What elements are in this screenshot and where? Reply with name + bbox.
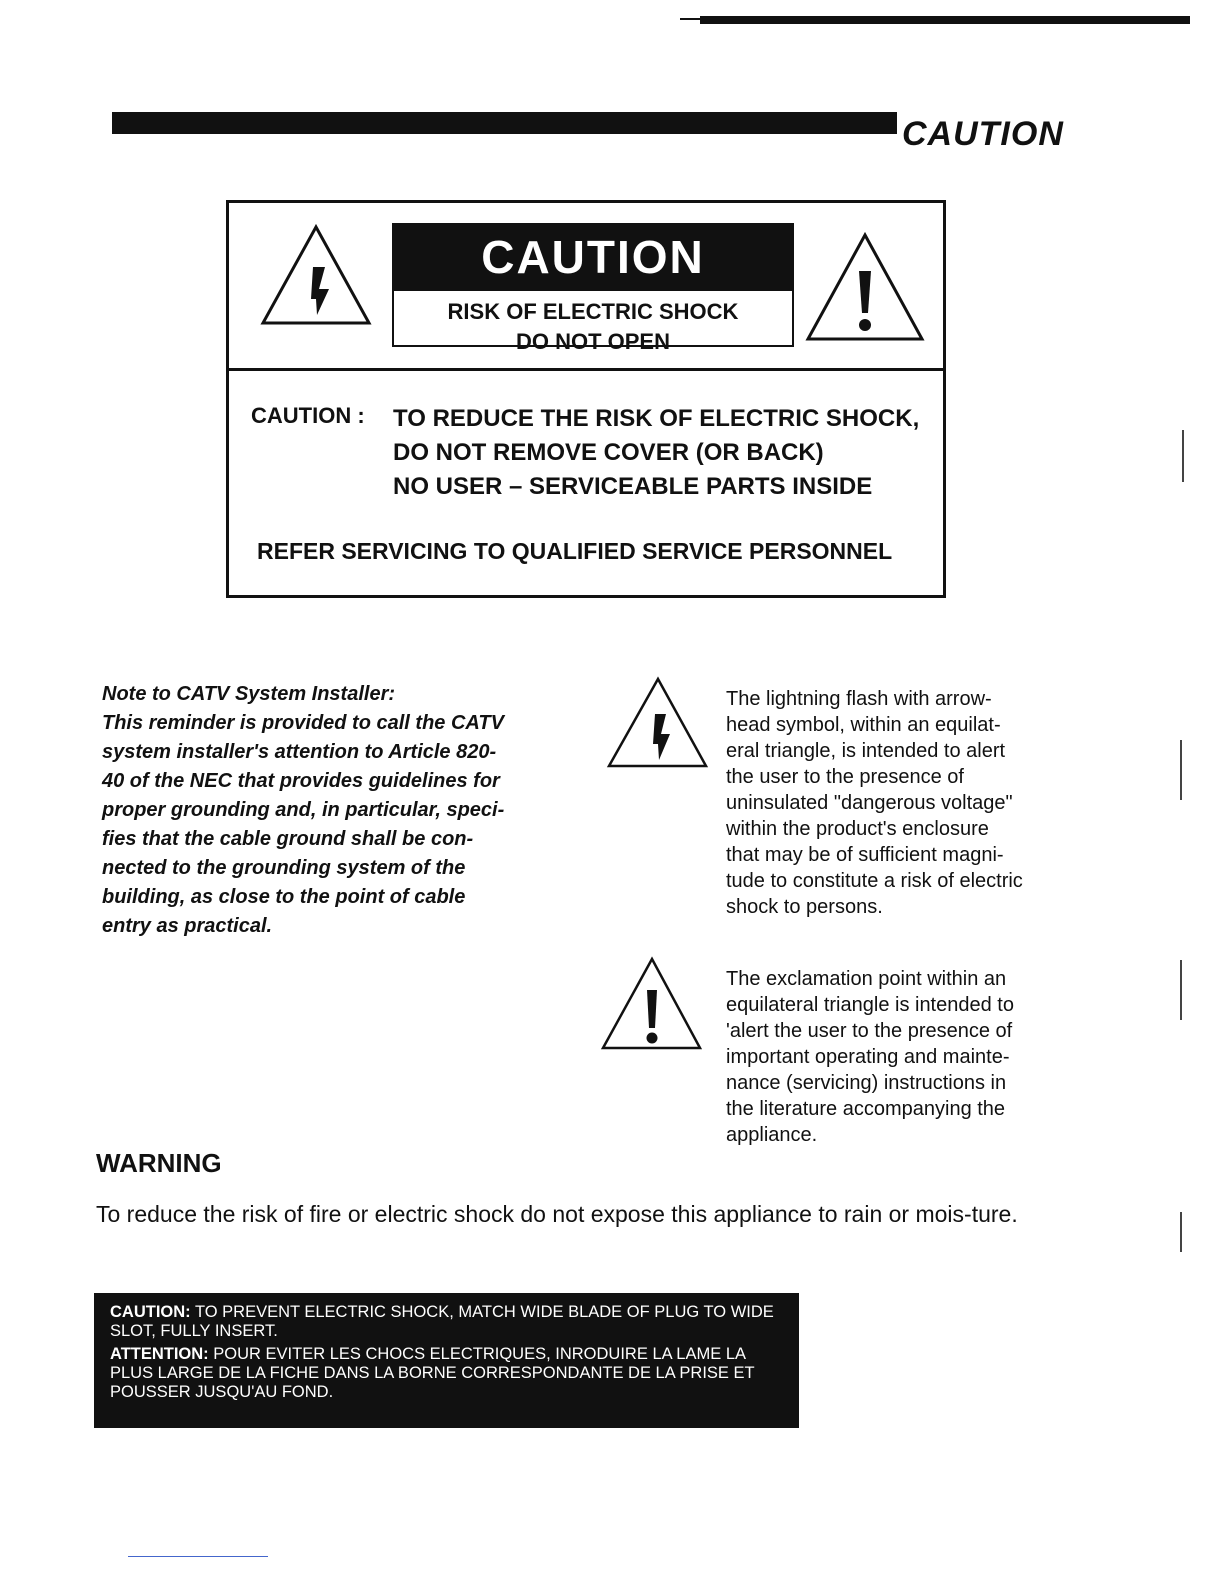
lightning-triangle-icon [606, 676, 710, 770]
plug-notice-fr-label: ATTENTION: [110, 1345, 209, 1363]
caution-label-line1: RISK OF ELECTRIC SHOCK [447, 299, 739, 324]
page-title: CAUTION [902, 115, 1064, 153]
desc-line: within the product's enclosure [726, 818, 989, 840]
desc-line: eral triangle, is intended to alert [726, 740, 1006, 762]
plug-notice-fr-text: POUR EVITER LES CHOCS ELECTRIQUES, INRODUIRE LA LAME LA PLUS LARGE DE LA FICHE DANS LA BORNE CORRESPONDANTE DE LA PRISE ET POUSSER JUSQU'AU FOND. [110, 1345, 755, 1401]
desc-line: nance (servicing) instructions in [726, 1072, 1007, 1094]
lightning-triangle-icon [259, 223, 373, 327]
header-bar [112, 112, 897, 134]
note-title: Note to CATV System Installer: [102, 683, 396, 705]
plug-notice-en-label: CAUTION: [110, 1303, 191, 1321]
lightning-description [726, 686, 1066, 920]
bottom-line [128, 1556, 268, 1557]
top-rule-thin [680, 18, 700, 20]
warning-heading: WARNING [96, 1148, 222, 1178]
top-rule [700, 16, 1190, 24]
desc-line: equilateral triangle is intended to [726, 994, 1014, 1016]
caution-line-2: DO NOT REMOVE COVER (OR BACK) [393, 439, 824, 466]
caution-label [392, 223, 794, 354]
caution-line-3: NO USER – SERVICEABLE PARTS INSIDE [393, 473, 873, 500]
note-line: proper grounding and, in particular, speci- [102, 799, 505, 821]
desc-line: shock to persons. [726, 896, 883, 918]
caution-label-line2: DO NOT OPEN [515, 329, 670, 354]
box-divider [229, 368, 943, 371]
plug-notice [94, 1293, 799, 1428]
desc-line: The exclamation point within an [726, 968, 1007, 990]
scan-edge-mark [1180, 740, 1182, 800]
note-line: 40 of the NEC that provides guidelines for [102, 770, 500, 792]
exclamation-triangle-icon [804, 231, 926, 343]
desc-line: appliance. [726, 1124, 818, 1146]
desc-line: head symbol, within an equilat- [726, 714, 1001, 736]
scan-edge-mark [1180, 960, 1182, 1020]
caution-refer: REFER SERVICING TO QUALIFIED SERVICE PERSONNEL [257, 538, 893, 564]
exclamation-triangle-icon [600, 956, 704, 1052]
desc-line: The lightning flash with arrow- [726, 688, 992, 710]
scan-edge-mark [1180, 1212, 1182, 1252]
exclamation-description [726, 966, 1066, 1148]
caution-line-1: TO REDUCE THE RISK OF ELECTRIC SHOCK, [393, 405, 920, 432]
desc-line: important operating and mainte- [726, 1046, 1010, 1068]
desc-line: that may be of sufficient magni- [726, 844, 1004, 866]
plug-notice-en [110, 1303, 783, 1341]
note-line: building, as close to the point of cable [102, 886, 466, 908]
catv-note [102, 680, 572, 941]
caution-label-title: CAUTION [394, 225, 792, 291]
note-line: entry as practical. [102, 915, 273, 937]
note-line: This reminder is provided to call the CATV [102, 712, 504, 734]
plug-notice-fr [110, 1345, 783, 1402]
warning-text: To reduce the risk of fire or electric shock do not expose this appliance to rain or mois-ture. [96, 1201, 1018, 1227]
desc-line: 'alert the user to the presence of [726, 1020, 1013, 1042]
note-line: fies that the cable ground shall be con- [102, 828, 474, 850]
caution-prefix: CAUTION : [251, 403, 365, 428]
desc-line: the literature accompanying the [726, 1098, 1006, 1120]
caution-box [226, 200, 946, 598]
note-line: system installer's attention to Article 820- [102, 741, 497, 763]
desc-line: the user to the presence of [726, 766, 964, 788]
scan-edge-mark [1182, 430, 1184, 482]
note-line: nected to the grounding system of the [102, 857, 466, 879]
desc-line: uninsulated "dangerous voltage" [726, 792, 1013, 814]
plug-notice-en-text: TO PREVENT ELECTRIC SHOCK, MATCH WIDE BLADE OF PLUG TO WIDE SLOT, FULLY INSERT. [110, 1303, 774, 1340]
desc-line: tude to constitute a risk of electric [726, 870, 1023, 892]
